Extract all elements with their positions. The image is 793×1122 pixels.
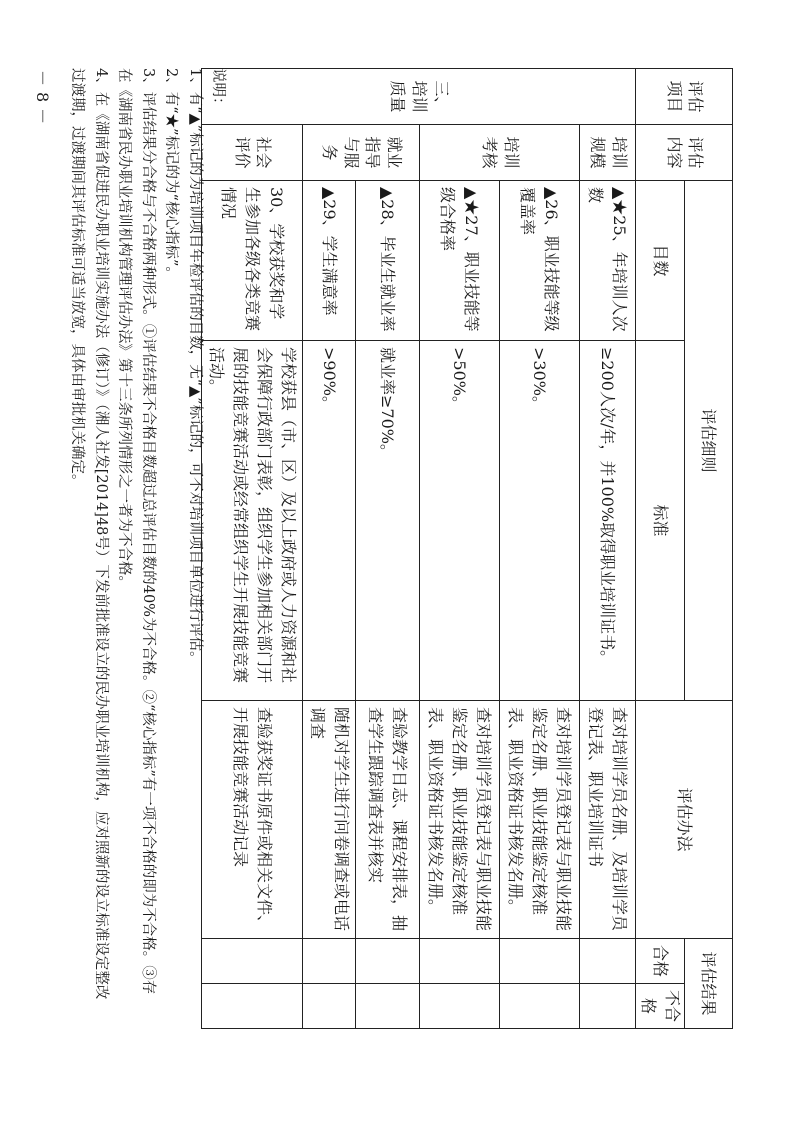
table-row bbox=[420, 69, 500, 1029]
row-standard: 就业率≥70%。 bbox=[356, 341, 420, 701]
header-item: 评估项目 bbox=[636, 69, 733, 125]
row-pass-cell bbox=[500, 939, 580, 984]
row-method: 查对培训学员名册、及培训学员登记表、职业培训证书 bbox=[580, 701, 636, 939]
note-4-line-2: 过渡期，过渡期间其评估标准可适当放宽，具体由审批机关确定。 bbox=[69, 68, 86, 489]
row-index: ▲29、学生满意率 bbox=[303, 181, 356, 341]
row-method: 查验获奖证书原件或相关文件、开展技能竞赛活动记录 bbox=[202, 701, 303, 939]
table-header-row-1 bbox=[685, 69, 733, 1029]
row-index: 30、学校获奖和学生参加各级各类竞赛情况 bbox=[202, 181, 303, 341]
row-pass-cell bbox=[356, 939, 420, 984]
row-content: 就业指导与服务 bbox=[303, 125, 420, 181]
row-method: 查对培训学员登记表与职业技能鉴定名册、职业技能鉴定核准表、职业资格证书核发名册。 bbox=[420, 701, 500, 939]
header-fail: 不合格 bbox=[636, 984, 685, 1029]
row-standard: >30%。 bbox=[500, 341, 580, 701]
row-method: 查对培训学员登记表与职业技能鉴定名册、职业技能鉴定核准表、职业资格证书核发名册。 bbox=[500, 701, 580, 939]
row-content: 社会评价 bbox=[202, 125, 303, 181]
row-fail-cell bbox=[500, 984, 580, 1029]
row-fail-cell bbox=[580, 984, 636, 1029]
table-row bbox=[500, 69, 580, 1029]
row-method: 查验教学日志、课程安排表，抽查学生跟踪调查表并核实 bbox=[356, 701, 420, 939]
row-fail-cell bbox=[356, 984, 420, 1029]
evaluation-table bbox=[201, 68, 733, 1029]
page-number: －8－ bbox=[33, 70, 52, 131]
notes-title: 说明： bbox=[210, 68, 226, 112]
row-content: 培训考核 bbox=[420, 125, 580, 181]
row-pass-cell bbox=[303, 939, 356, 984]
table-row bbox=[580, 69, 636, 1029]
row-standard: >50%。 bbox=[420, 341, 500, 701]
header-content: 评估内容 bbox=[636, 125, 733, 181]
row-fail-cell bbox=[420, 984, 500, 1029]
row-index: ▲★27、职业技能等级合格率 bbox=[420, 181, 500, 341]
header-pass: 合格 bbox=[636, 939, 685, 984]
note-3-line-1: 3、评估结果分合格与不合格两种形式。①评估结果不合格目数超过总评估目数的40%为不合格。②“核心指标”有一项不合格的即为不合格。③存 bbox=[139, 68, 156, 995]
header-result: 评估结果 bbox=[685, 939, 733, 1029]
row-index: ▲26、职业技能等级覆盖率 bbox=[500, 181, 580, 341]
row-index: ▲28、毕业生就业率 bbox=[356, 181, 420, 341]
row-index: ▲★25、年培训人次数 bbox=[580, 181, 636, 341]
note-3-line-2: 在《湖南省民办职业培训机构管理评估办法》第十三条所列情形之一者为不合格。 bbox=[116, 68, 133, 590]
row-fail-cell bbox=[303, 984, 356, 1029]
row-standard: >90%。 bbox=[303, 341, 356, 701]
table-row bbox=[356, 69, 420, 1029]
row-standard: 学校获县（市、区）及以上政府或人力资源和社会保障行政部门表彰，组织学生参加相关部门开展的技能竞赛活动或经常组织学生开展技能竞赛活动。 bbox=[202, 341, 303, 701]
header-standard: 标准 bbox=[636, 341, 685, 701]
note-4-line-1: 4、在《湖南省促进民办职业培训实施办法（修订）》（湘人社发[2014]48号）下发前批准设立的民办职业培训机构，应对照新的设立标准设定整改 bbox=[92, 68, 109, 1000]
row-pass-cell bbox=[420, 939, 500, 984]
note-2: 2、有“★”标记的为“核心指标”。 bbox=[163, 68, 180, 281]
row-pass-cell bbox=[580, 939, 636, 984]
header-method: 评估办法 bbox=[636, 701, 733, 939]
notes-block bbox=[65, 68, 229, 1068]
table-row bbox=[303, 69, 356, 1029]
header-detail: 评估细则 bbox=[685, 181, 733, 701]
note-1: 1、有“▲”标记的为培训项目年检评估的目数，无“▲”标记的，可不对培训项目单位进行评估。 bbox=[186, 68, 203, 666]
row-standard: ≥200人次/年，并100%取得职业培训证书。 bbox=[580, 341, 636, 701]
row-method: 随机对学生进行问卷调查或电话调查 bbox=[303, 701, 356, 939]
header-index: 目数 bbox=[636, 181, 685, 341]
row-content: 培训规模 bbox=[580, 125, 636, 181]
section-cell: 三、培训质量 bbox=[202, 69, 636, 125]
